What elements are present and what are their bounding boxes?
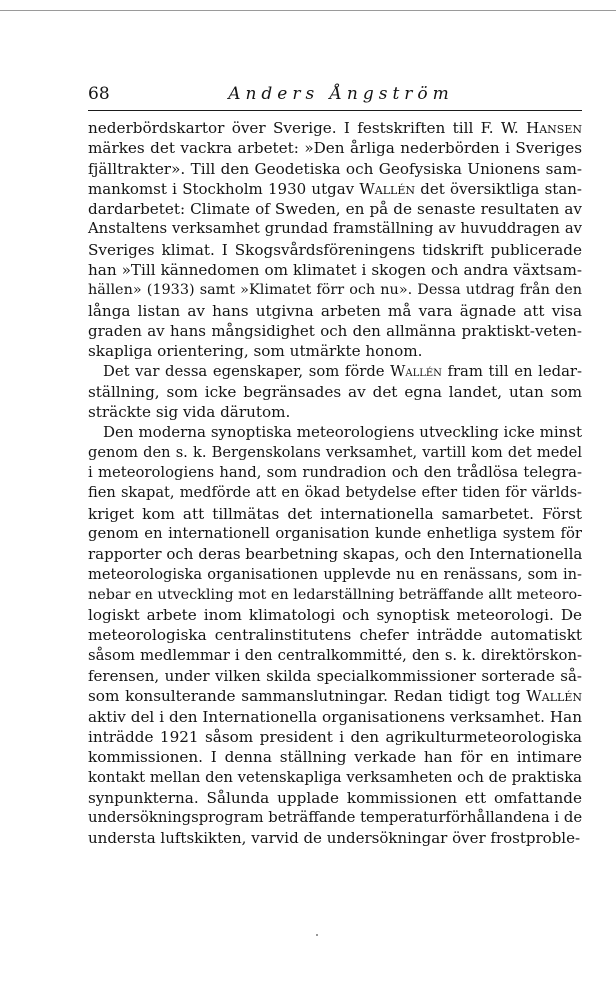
text-line: graden av hans mångsidighet och den allmänna praktiskt-veten- [88,321,582,340]
running-title: Anders Ångström [228,84,454,104]
text-line: Det var dessa egenskaper, som förde Wallén fram till en ledar- [103,362,582,380]
paragraph [88,362,582,423]
text-line: understa luftskikten, varvid de undersökningar över frostproble- [88,829,581,848]
text-line: aktiv del i den Internationella organisationens verksamhet. Han [88,707,582,726]
text-line: genom den s. k. Bergenskolans verksamhet, vartill kom det medel [88,443,582,461]
text-line: ställning, som icke begränsades av det egna landet, utan som [88,382,582,401]
text-line: sträckte sig vida därutom. [88,403,291,422]
text-line: dardarbetet: Climate of Sweden, en på de senaste resultaten av [88,200,582,219]
text-line: märkes det vackra arbetet: »Den årliga nederbörden i Sveriges [88,139,582,158]
text-line: meteorologiska organisationen upplevde nu en renässans, som in- [88,565,582,583]
page-speck [316,934,318,936]
text-line: han »Till kännedomen om klimatet i skogen och andra växtsam- [88,261,582,280]
text-line: hällen» (1933) samt »Klimatet förr och nu». Dessa utdrag från den [88,282,582,299]
text-line: som konsulterande sammanslutningar. Redan tidigt tog Wallén [88,687,582,706]
text-line: kriget kom att tillmätas det internationella samarbetet. Först [88,504,582,523]
text-line: rapporter och deras bearbetning skapas, och den Internationella [88,545,583,564]
text-line: meteorologiska centralinstitutens chefer inträdde automatiskt [88,626,582,645]
top-edge-rule [0,10,616,11]
person-name: Hansen [525,119,582,137]
text-line: i meteorologiens hand, som rundradion och den trådlösa telegra- [88,464,582,482]
person-name: Wallén [390,362,442,380]
header-rule [88,110,582,111]
text-line: undersökningsprogram beträffande temperaturförhållandena i de [88,809,583,827]
person-name: Wallén [526,687,582,706]
text-line: kontakt mellan den vetenskapliga verksamheten och de praktiska [88,768,582,786]
page-header [88,82,582,106]
paragraph [88,118,582,362]
text-line: genom en internationell organisation kunde enhetliga system för [88,524,582,542]
text-line: såsom medlemmar i den centralkommitté, den s. k. direktörskon- [88,646,582,664]
text-line: mankomst i Stockholm 1930 utgav Wallén det översiktliga stan- [88,179,583,198]
text-line: nederbördskartor över Sverige. I festskriften till F. W. Hansen [88,119,582,137]
text-line: Den moderna synoptiska meteorologiens utveckling icke minst [103,423,582,442]
text-line: synpunkterna. Sålunda upplade kommissionen ett omfattande [88,788,582,807]
text-line: fien skapat, medförde att en ökad betydelse efter tiden för världs- [88,484,582,502]
text-line: kommissionen. I denna ställning verkade han för en intimare [88,748,582,767]
text-line: skapliga orientering, som utmärkte honom. [88,342,423,361]
text-line: fjälltrakter». Till den Geodetiska och Geofysiska Unionens sam- [88,159,582,178]
paragraph [88,422,582,848]
text-line: långa listan av hans utgivna arbeten må vara ägnade att visa [88,301,582,320]
text-line: nebar en utveckling mot en ledarställning beträffande allt meteoro- [88,586,582,603]
text-line: Anstaltens verksamhet grundad framställning av huvuddragen av [88,220,582,238]
body-text [88,118,582,849]
text-line: Sveriges klimat. I Skogsvårdsföreningens tidskrift publicerade [88,240,582,259]
text-line: logiskt arbete inom klimatologi och synoptisk meteorologi. De [88,606,582,625]
text-line: ferensen, under vilken skilda specialkommissioner sorterade så- [88,667,582,686]
person-name: Wallén [359,179,416,198]
text-line: inträdde 1921 såsom president i den agrikulturmeteorologiska [88,727,582,746]
page-number: 68 [88,84,110,104]
